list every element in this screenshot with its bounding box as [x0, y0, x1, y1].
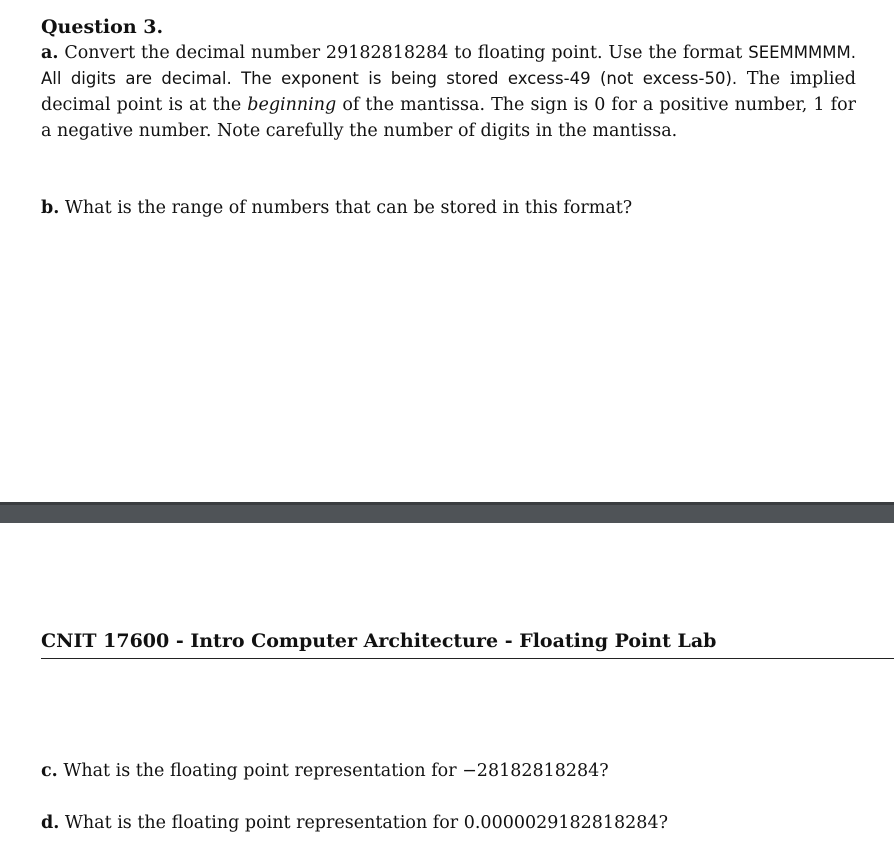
question-part-c: [41, 758, 856, 784]
part-a-text-2: SEEMMMMM. All digits are decimal. The exponent is being stored excess-49 (not excess-50).: [41, 43, 856, 88]
part-a-text-4: of the mantissa. The sign is 0 for a positive number, 1 for a negative number. Note carefully the number of digits in the mantissa.: [41, 95, 856, 141]
question-part-d: [41, 810, 856, 836]
question-part-b: [41, 195, 856, 221]
part-b-label: b.: [41, 198, 60, 218]
part-a-label: a.: [41, 43, 59, 63]
document-header: CNIT 17600 - Intro Computer Architecture - Floating Point Lab: [41, 630, 717, 652]
question-title: Question 3.: [41, 16, 164, 38]
question-part-a: [41, 40, 856, 144]
part-b-text: What is the range of numbers that can be stored in this format?: [64, 198, 633, 218]
part-c-text: What is the floating point representation for −28182818284?: [63, 761, 609, 781]
part-a-text-3: The implied decimal point is at the: [41, 69, 856, 115]
part-a-text-1: Convert the decimal number 29182818284 to floating point. Use the format: [64, 43, 743, 63]
header-rule: [41, 658, 894, 659]
part-d-text: What is the floating point representation for 0.0000029182818284?: [64, 813, 668, 833]
part-a-emphasis: beginning: [247, 95, 337, 115]
part-d-label: d.: [41, 813, 60, 833]
page-bottom: [0, 523, 894, 856]
page-divider: [0, 502, 894, 523]
part-c-label: c.: [41, 761, 58, 781]
